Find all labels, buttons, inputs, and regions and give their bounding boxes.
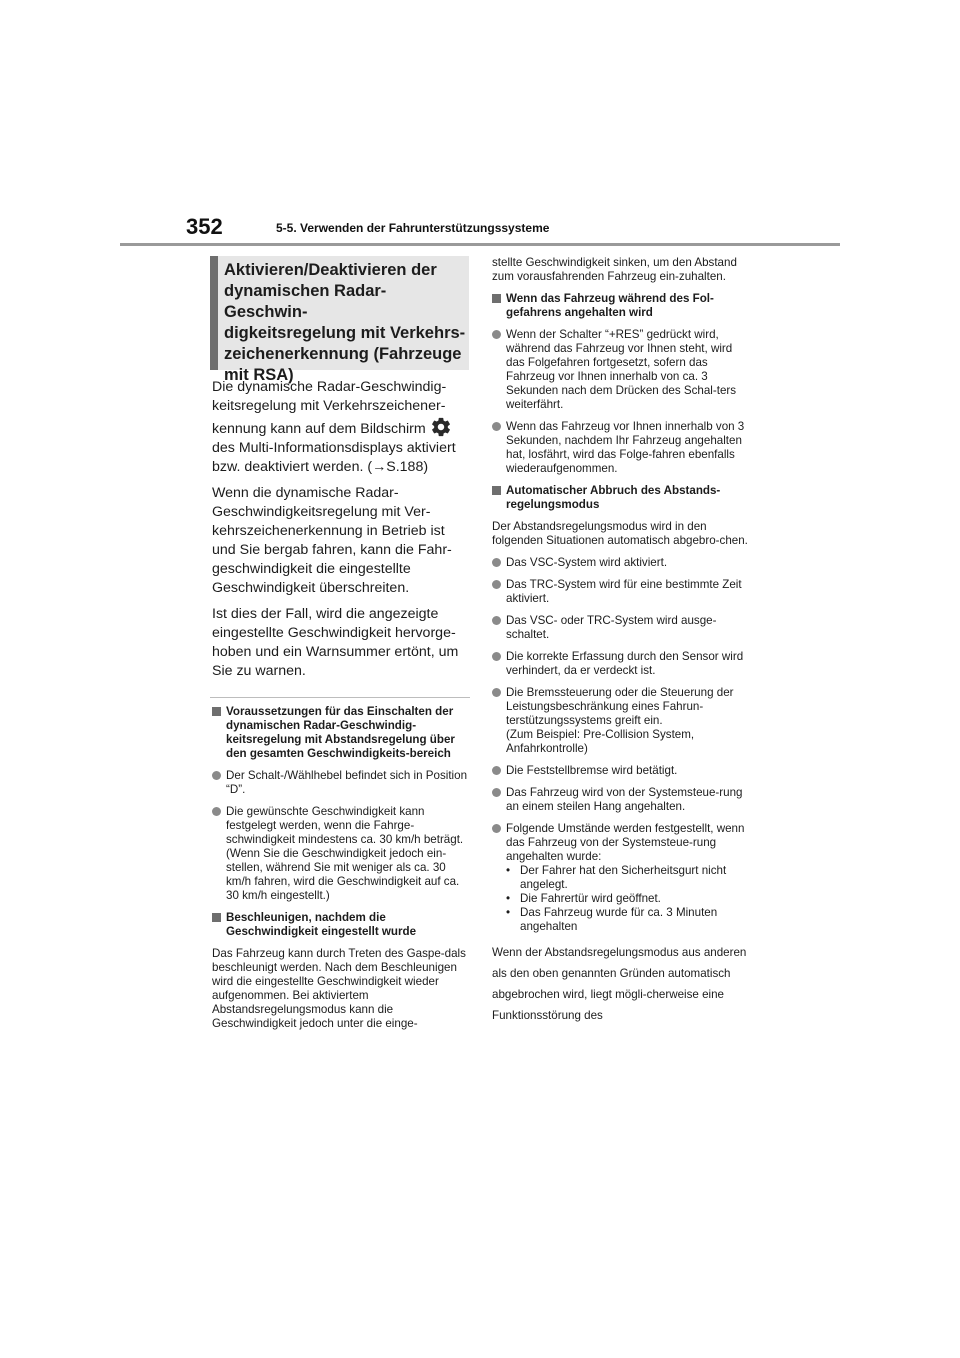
list-item — [492, 822, 752, 934]
square-bullet-icon — [492, 294, 501, 303]
sub-list-item — [506, 892, 752, 906]
gear-icon — [430, 416, 452, 438]
intro-paragraph-1 — [212, 378, 470, 477]
circle-bullet-icon — [492, 788, 501, 797]
section-title-box — [210, 256, 469, 384]
list-item — [492, 764, 752, 778]
intro-paragraph-3: Ist dies der Fall, wird die angezeigte eingestellte Geschwindigkeit hervorge-hoben und ein Warnsummer ertönt, um Sie zu warnen. — [212, 606, 459, 679]
intro-p1-before: Die dynamische Radar-Geschwindig-keitsregelung mit Verkehrszeichener-kennung kann auf dem Bildschirm — [212, 379, 447, 437]
list-item-text: Das VSC- oder TRC-System wird ausge-schaltet. — [506, 614, 717, 641]
subheading-text: Beschleunigen, nachdem die Geschwindigkeit eingestellt wurde — [226, 911, 417, 938]
sub-list-item-text: Das Fahrzeug wurde für ca. 3 Minuten angehalten — [520, 906, 718, 933]
circle-bullet-icon — [492, 580, 501, 589]
sub-bullet: • — [506, 864, 511, 877]
sub-bullet: • — [506, 906, 511, 919]
circle-bullet-icon — [212, 771, 221, 780]
subheading-stopped-while-following — [492, 292, 752, 320]
list-item — [492, 786, 752, 814]
right-column — [492, 256, 752, 1026]
subheading-text: Automatischer Abbruch des Abstands-regelungsmodus — [506, 484, 721, 511]
subheading-prerequisites — [212, 705, 470, 761]
list-item-text: Das Fahrzeug wird von der Systemsteue-rung an einem steilen Hang angehalten. — [506, 786, 743, 813]
sub-list — [506, 864, 752, 934]
list-item-text: Wenn der Schalter “+RES” gedrückt wird, während das Fahrzeug vor Ihnen steht, wird das Folgefahren fortgesetzt, sofern das Fahrzeug vor Ihnen innerhalb von ca. 3 Sekunden nach dem Drücken des Schal-ters weiterfährt. — [506, 328, 737, 411]
section-title-line: Aktivieren/Deaktivieren der — [224, 261, 437, 279]
list-item-text: Die gewünschte Geschwindigkeit kann festgelegt werden, wenn die Fahrge-schwindigkeit mindestens ca. 30 km/h beträgt. (Wenn Sie die Geschwindigkeit jedoch ein-stellen, während Sie mit weniger als ca. 30 km/h fahren, wird die Geschwindigkeit auf ca. 30 km/h eingestellt.) — [226, 805, 464, 902]
header-divider — [120, 243, 840, 246]
section-title — [224, 260, 469, 386]
subheading-acceleration — [212, 911, 470, 939]
subheading-automatic-cancel — [492, 484, 752, 512]
list-item-text: Das VSC-System wird aktiviert. — [506, 556, 668, 569]
intro-p1-after: des Multi-Informationsdisplays aktiviert bzw. deaktiviert werden. (→S.188) — [212, 440, 456, 475]
circle-bullet-icon — [492, 330, 501, 339]
list-item-text: Das TRC-System wird für eine bestimmte Zeit aktiviert. — [506, 578, 742, 605]
sub-list-item — [506, 906, 752, 934]
circle-bullet-icon — [492, 616, 501, 625]
square-bullet-icon — [492, 486, 501, 495]
list-item-text: Die korrekte Erfassung durch den Sensor wird verhindert, da er verdeckt ist. — [506, 650, 744, 677]
section-title-line: dynamischen Radar-Geschwin- — [224, 282, 387, 321]
list-item — [492, 650, 752, 678]
paragraph-final: Wenn der Abstandsregelungsmodus aus anderen als den oben genannten Gründen automatisch abgebrochen wird, liegt mögli-cherweise eine Funktionsstörung des — [492, 946, 747, 1022]
section-title-line: zeichenerkennung (Fahrzeuge — [224, 345, 462, 363]
circle-bullet-icon — [492, 766, 501, 775]
sub-list-item-text: Die Fahrertür wird geöffnet. — [520, 892, 661, 905]
list-item-text: Der Schalt-/Wählhebel befindet sich in Position “D”. — [226, 769, 468, 796]
list-item — [492, 328, 752, 412]
sub-list-item-text: Der Fahrer hat den Sicherheitsgurt nicht angelegt. — [520, 864, 727, 891]
section-divider — [210, 697, 470, 698]
list-item-text: Die Bremssteuerung oder die Steuerung der Leistungsbeschränkung eines Fahrun-terstützungssystems greift ein. (Zum Beispiel: Pre-Collision System, Anfahrkontrolle) — [506, 686, 734, 755]
list-item — [212, 769, 470, 797]
paragraph-continued: stellte Geschwindigkeit sinken, um den Abstand zum vorausfahrenden Fahrzeug ein-zuhalten. — [492, 256, 737, 283]
list-item — [492, 578, 752, 606]
intro-paragraph-2: Wenn die dynamische Radar-Geschwindigkeitsregelung mit Ver-kehrszeichenerkennung in Betrieb ist und Sie bergab fahren, kann die Fahr-geschwindigkeit die eingestellte Geschwindigkeit überschreiten. — [212, 485, 452, 596]
list-item — [492, 614, 752, 642]
paragraph-automatic-cancel: Der Abstandsregelungsmodus wird in den folgenden Situationen automatisch abgebro-chen. — [492, 520, 748, 547]
list-item — [492, 686, 752, 756]
subheading-text: Voraussetzungen für das Einschalten der dynamischen Radar-Geschwindig-keitsregelung mit Abstandsregelung über den gesamten Geschwindigkeits-bereich — [226, 705, 455, 760]
square-bullet-icon — [212, 913, 221, 922]
list-item-text: Wenn das Fahrzeug vor Ihnen innerhalb von 3 Sekunden, nachdem Ihr Fahrzeug angehalten hat, losfährt, wird das Folge-fahren ebenfalls wiederaufgenommen. — [506, 420, 745, 475]
circle-bullet-icon — [492, 558, 501, 567]
subheading-text: Wenn das Fahrzeug während des Fol-gefahrens angehalten wird — [506, 292, 714, 319]
square-bullet-icon — [212, 707, 221, 716]
circle-bullet-icon — [492, 824, 501, 833]
list-item-text: Die Feststellbremse wird betätigt. — [506, 764, 678, 777]
sub-bullet: • — [506, 892, 511, 905]
circle-bullet-icon — [492, 688, 501, 697]
circle-bullet-icon — [492, 652, 501, 661]
sub-list-item — [506, 864, 752, 892]
paragraph-acceleration: Das Fahrzeug kann durch Treten des Gaspe-dals beschleunigt werden. Nach dem Beschleunigen wird die eingestellte Geschwindigkeit wieder aufgenommen. Bei aktiviertem Abstandsregelungsmodus kann die Geschwindigkeit jedoch unter die einge- — [212, 947, 466, 1030]
circle-bullet-icon — [212, 807, 221, 816]
section-header: 5-5. Verwenden der Fahrunterstützungssysteme — [276, 221, 550, 235]
page-number: 352 — [186, 214, 223, 239]
list-item-text: Folgende Umstände werden festgestellt, wenn das Fahrzeug von der Systemsteue-rung angehalten wurde: — [506, 822, 745, 863]
list-item — [492, 420, 752, 476]
section-title-line: mit RSA) — [224, 366, 294, 384]
left-column — [212, 378, 470, 1039]
list-item — [212, 805, 470, 903]
section-title-line: digkeitsregelung mit Verkehrs- — [224, 324, 466, 342]
circle-bullet-icon — [492, 422, 501, 431]
list-item — [492, 556, 752, 570]
intro-text — [212, 378, 470, 681]
